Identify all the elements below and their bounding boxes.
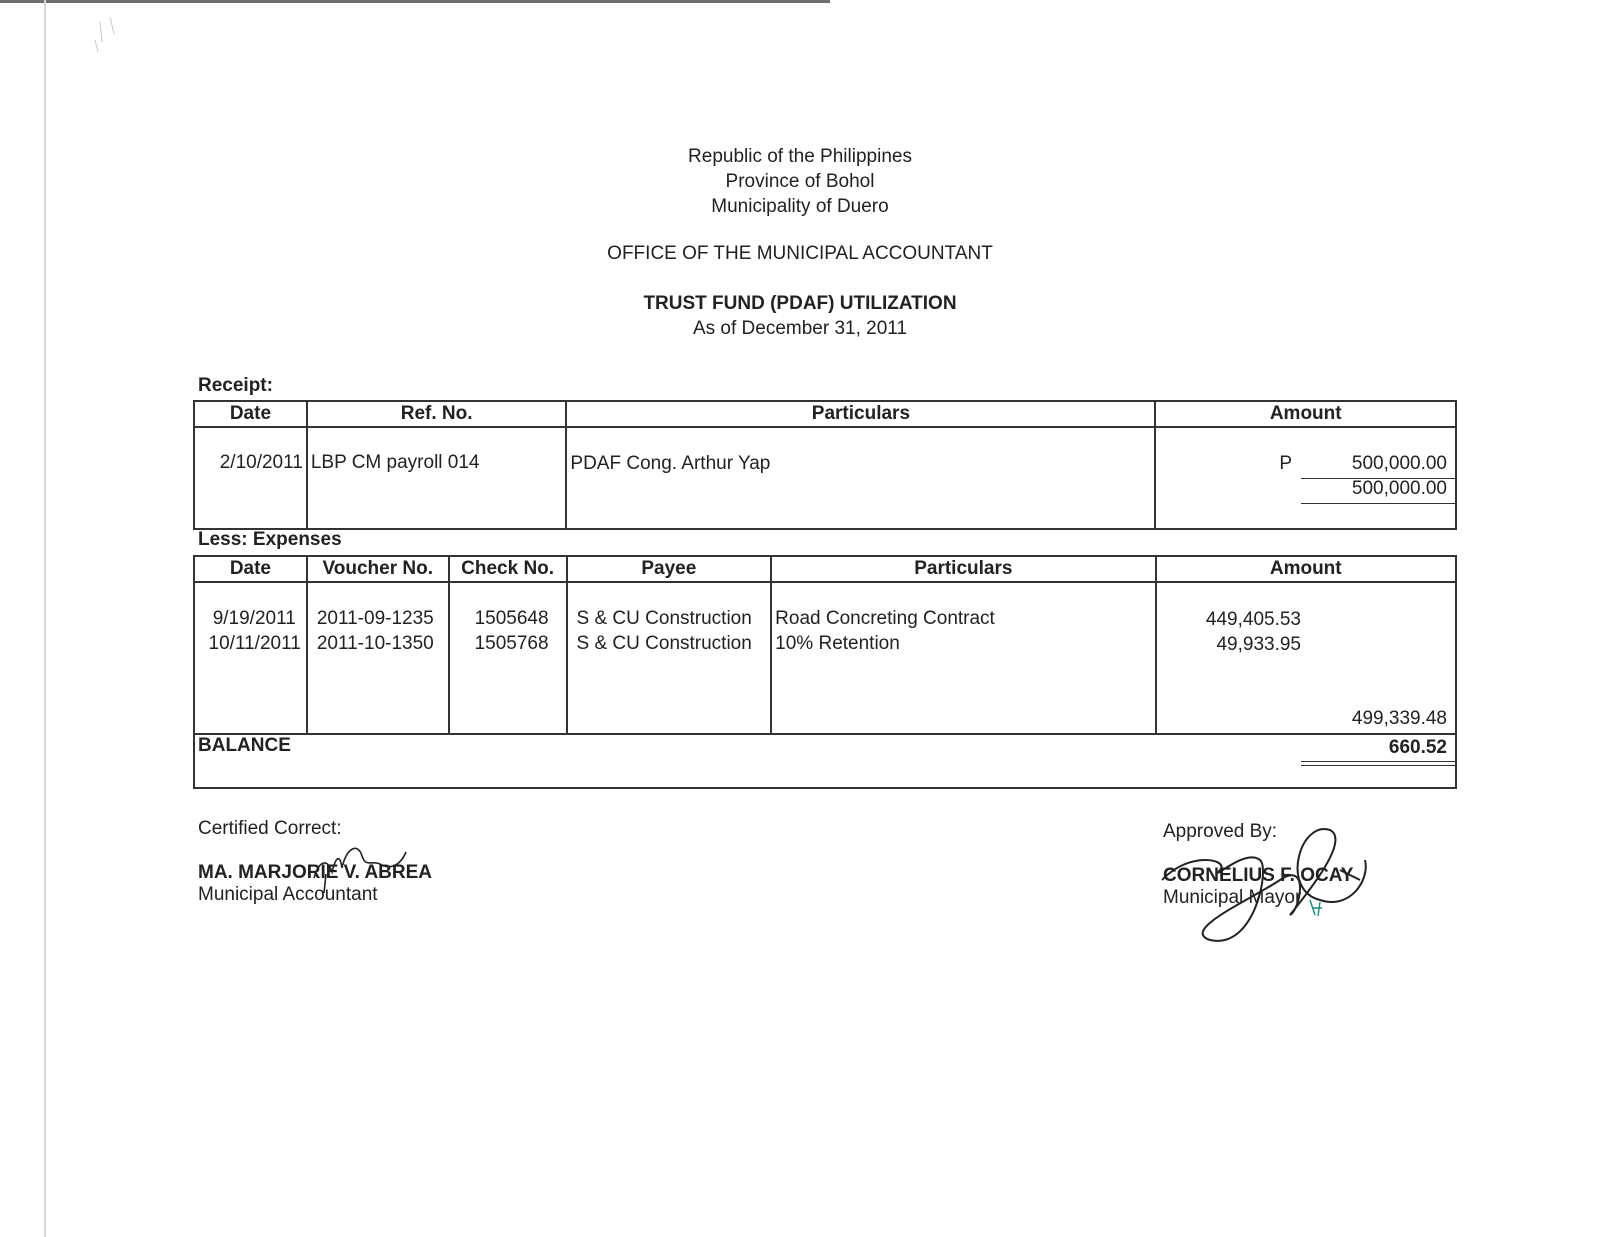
- expense-voucher-1: 2011-09-1235: [316, 608, 434, 629]
- expense-amount-2: 49,933.95: [1216, 634, 1301, 655]
- certified-label: Certified Correct:: [198, 818, 342, 839]
- expense-payee-2: S & CU Construction: [576, 633, 752, 654]
- document-title: TRUST FUND (PDAF) UTILIZATION: [643, 293, 957, 314]
- approved-name: CORNELIUS F. OCAY: [1163, 865, 1354, 886]
- expense-date-2: 10/11/2011: [208, 633, 301, 654]
- col-payee: Payee: [567, 556, 772, 582]
- certified-name: MA. MARJORIE V. ABREA: [198, 862, 433, 883]
- expenses-table: [193, 555, 1457, 789]
- accountant-signature: [310, 838, 420, 898]
- col-amount: Amount: [1156, 556, 1457, 582]
- col-voucher-no: Voucher No.: [307, 556, 449, 582]
- expenses-header-row: [194, 556, 1456, 582]
- receipt-ref-no: LBP CM payroll 014: [310, 452, 480, 473]
- expense-date-1: 9/19/2011: [212, 608, 296, 629]
- expenses-label: Less: Expenses: [198, 529, 342, 550]
- expenses-body-row: [194, 582, 1456, 734]
- as-of-date: As of December 31, 2011: [692, 318, 908, 339]
- receipt-particulars: PDAF Cong. Arthur Yap: [570, 453, 771, 474]
- expense-payee-1: S & CU Construction: [576, 608, 752, 629]
- col-check-no: Check No.: [449, 556, 567, 582]
- office-name: OFFICE OF THE MUNICIPAL ACCOUNTANT: [607, 243, 993, 264]
- expense-check-2: 1505768: [474, 633, 549, 654]
- document-header: [0, 144, 1600, 219]
- approved-label: Approved By:: [1163, 821, 1278, 842]
- expense-particulars-1: Road Concreting Contract: [775, 608, 995, 629]
- balance-value: 660.52: [1388, 737, 1447, 758]
- balance-double-rule-1: [1301, 761, 1456, 762]
- mayor-signature: [1150, 820, 1420, 970]
- header-country: Republic of the Philippines: [688, 146, 912, 167]
- receipt-date: 2/10/2011: [219, 452, 303, 473]
- receipt-header-row: [194, 401, 1456, 427]
- expense-particulars-2: 10% Retention: [775, 633, 900, 654]
- receipt-label: Receipt:: [198, 375, 273, 396]
- expense-check-1: 1505648: [474, 608, 549, 629]
- scan-edge-top: [0, 0, 830, 3]
- col-date: Date: [194, 401, 307, 427]
- table-row: [194, 427, 1456, 529]
- col-ref-no: Ref. No.: [307, 401, 567, 427]
- expense-amount-1: 449,405.53: [1205, 609, 1301, 630]
- header-municipality: Municipality of Duero: [711, 196, 889, 217]
- col-amount: Amount: [1155, 401, 1456, 427]
- approved-position: Municipal Mayor: [1163, 887, 1302, 908]
- col-particulars: Particulars: [771, 556, 1155, 582]
- receipt-amount: 500,000.00: [1351, 453, 1447, 474]
- balance-label: BALANCE: [198, 735, 291, 756]
- expense-voucher-2: 2011-10-1350: [316, 633, 434, 654]
- receipt-table: [193, 400, 1457, 530]
- col-particulars: Particulars: [566, 401, 1155, 427]
- total-rule: [1301, 503, 1455, 504]
- receipt-total: 500,000.00: [1351, 478, 1447, 499]
- balance-double-rule-2: [1301, 765, 1456, 766]
- receipt-currency: P: [1279, 453, 1293, 474]
- scan-specks: [80, 12, 160, 72]
- balance-row: [194, 734, 1456, 788]
- col-date: Date: [194, 556, 307, 582]
- certified-position: Municipal Accountant: [198, 884, 378, 905]
- expenses-total: 499,339.48: [1351, 708, 1447, 729]
- header-province: Province of Bohol: [725, 171, 875, 192]
